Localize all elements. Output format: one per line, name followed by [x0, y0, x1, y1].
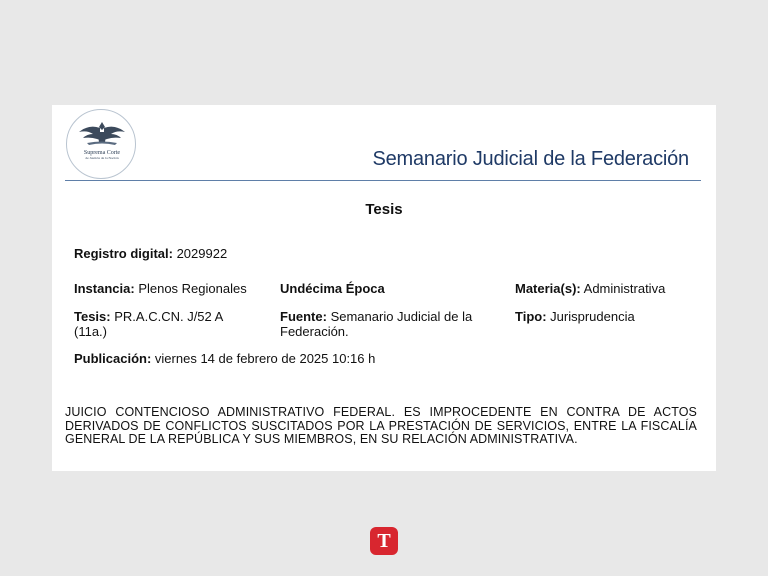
materia-label: Materia(s):	[515, 281, 581, 296]
thesis-title: JUICIO CONTENCIOSO ADMINISTRATIVO FEDERAL. ES IMPROCEDENTE EN CONTRA DE ACTOS DERIVADOS DE CONFLICTOS SUSCITADOS POR LA PRESTACIÓN DE SERVICIOS, ENTRE LA FISCALÍA GENERAL DE LA REPÚBLICA Y SUS MIEMBROS, EN SU RELACIÓN ADMINISTRATIVA.	[65, 405, 697, 446]
tipo-value: Jurisprudencia	[550, 309, 635, 324]
publicacion-value: viernes 14 de febrero de 2025 10:16 h	[154, 351, 376, 366]
brand-t-icon[interactable]	[370, 527, 398, 555]
epoca-label: Undécima Época	[280, 281, 385, 296]
section-title: Tesis	[365, 201, 403, 218]
publicacion-label: Publicación:	[74, 351, 152, 366]
scjn-logo	[66, 109, 136, 179]
logo-text: Suprema Corte de Justicia de la Nación	[67, 150, 137, 161]
fuente-label: Fuente:	[280, 309, 327, 324]
fuente-field	[280, 309, 500, 339]
fuente-value: Semanario Judicial de la Federación.	[280, 309, 473, 339]
logo-subtext: de Justicia de la Nación	[85, 156, 119, 160]
registro-value: 2029922	[176, 246, 228, 261]
publication-title: Semanario Judicial de la Federación	[372, 148, 689, 170]
instancia-field	[74, 281, 247, 296]
header-divider	[65, 180, 701, 181]
registro-field	[74, 246, 227, 261]
registro-label: Registro digital:	[74, 246, 173, 261]
materia-value: Administrativa	[583, 281, 666, 296]
eagle-seal-icon	[67, 110, 137, 180]
tesis-label: Tesis:	[74, 309, 111, 324]
epoca-field	[280, 281, 385, 296]
brand-letter: T	[377, 530, 391, 552]
publicacion-field	[74, 351, 375, 366]
tesis-field	[74, 309, 249, 339]
instancia-label: Instancia:	[74, 281, 135, 296]
document-card	[52, 105, 716, 471]
materia-field	[515, 281, 665, 296]
tipo-label: Tipo:	[515, 309, 547, 324]
tesis-value: PR.A.C.CN. J/52 A (11a.)	[74, 309, 223, 339]
tipo-field	[515, 309, 635, 324]
instancia-value: Plenos Regionales	[138, 281, 247, 296]
